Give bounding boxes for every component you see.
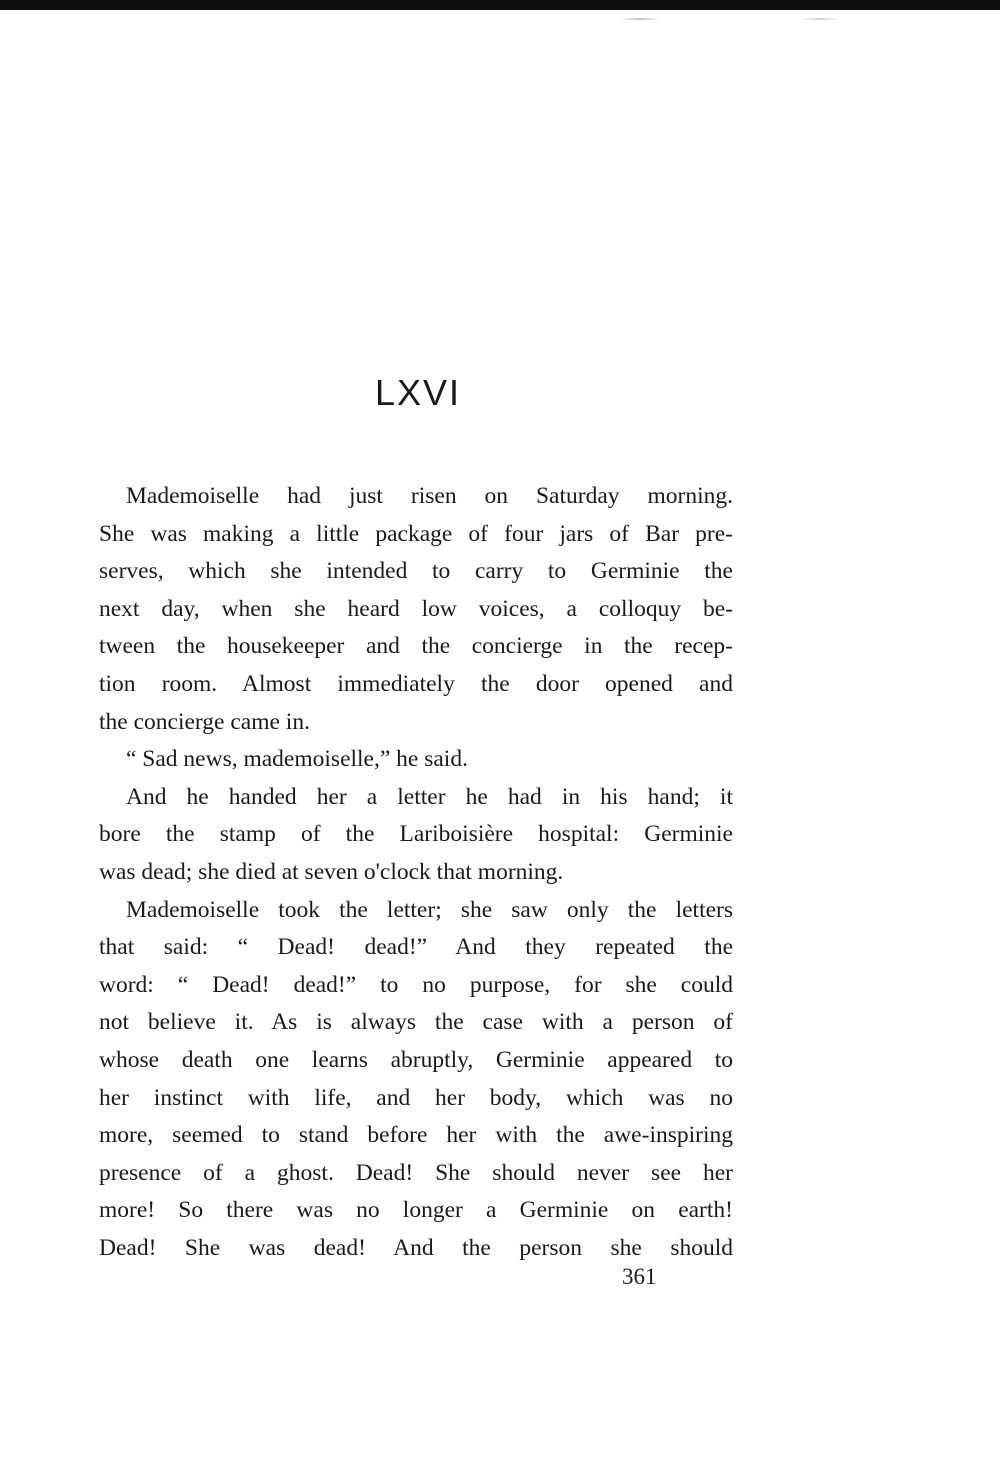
scan-edge-bar — [0, 0, 1000, 10]
chapter-heading: LXVI — [374, 372, 462, 413]
body-line: the concierge came in. — [99, 708, 310, 735]
body-line: was dead; she died at seven o'clock that morning. — [99, 858, 564, 885]
page-number: 361 — [622, 1264, 657, 1289]
body-line: more, seemed to stand before her with the awe-inspiring — [99, 1122, 733, 1149]
body-line: Mademoiselle had just risen on Saturday morning. — [126, 483, 733, 509]
body-line: “ Sad news, mademoiselle,” he said. — [126, 746, 468, 773]
body-line: tween the housekeeper and the concierge in the recep- — [99, 633, 733, 660]
body-line: She was making a little package of four jars of Bar pre- — [99, 520, 733, 547]
body-line: tion room. Almost immediately the door opened and — [99, 670, 733, 697]
body-line: serves, which she intended to carry to Germinie the — [99, 558, 733, 585]
body-line: not believe it. As is always the case with a person of — [99, 1009, 733, 1036]
body-line: Mademoiselle took the letter; she saw only the letters — [126, 896, 733, 923]
body-line: word: “ Dead! dead!” to no purpose, for she could — [99, 971, 733, 998]
body-line: And he handed her a letter he had in his hand; it — [126, 783, 733, 810]
body-line: her instinct with life, and her body, which was no — [99, 1084, 733, 1111]
body-line: bore the stamp of the Lariboisière hospital: Germinie — [99, 821, 733, 848]
chapter-body — [99, 478, 733, 1267]
body-line: more! So there was no longer a Germinie on earth! — [99, 1197, 733, 1224]
scan-noise — [0, 18, 1000, 20]
body-line: that said: “ Dead! dead!” And they repeated the — [99, 934, 733, 961]
body-line: next day, when she heard low voices, a colloquy be- — [99, 595, 733, 622]
body-line: Dead! She was dead! And the person she should — [99, 1234, 733, 1261]
body-line: whose death one learns abruptly, Germinie appeared to — [99, 1046, 733, 1073]
body-line: presence of a ghost. Dead! She should never see her — [99, 1159, 733, 1186]
